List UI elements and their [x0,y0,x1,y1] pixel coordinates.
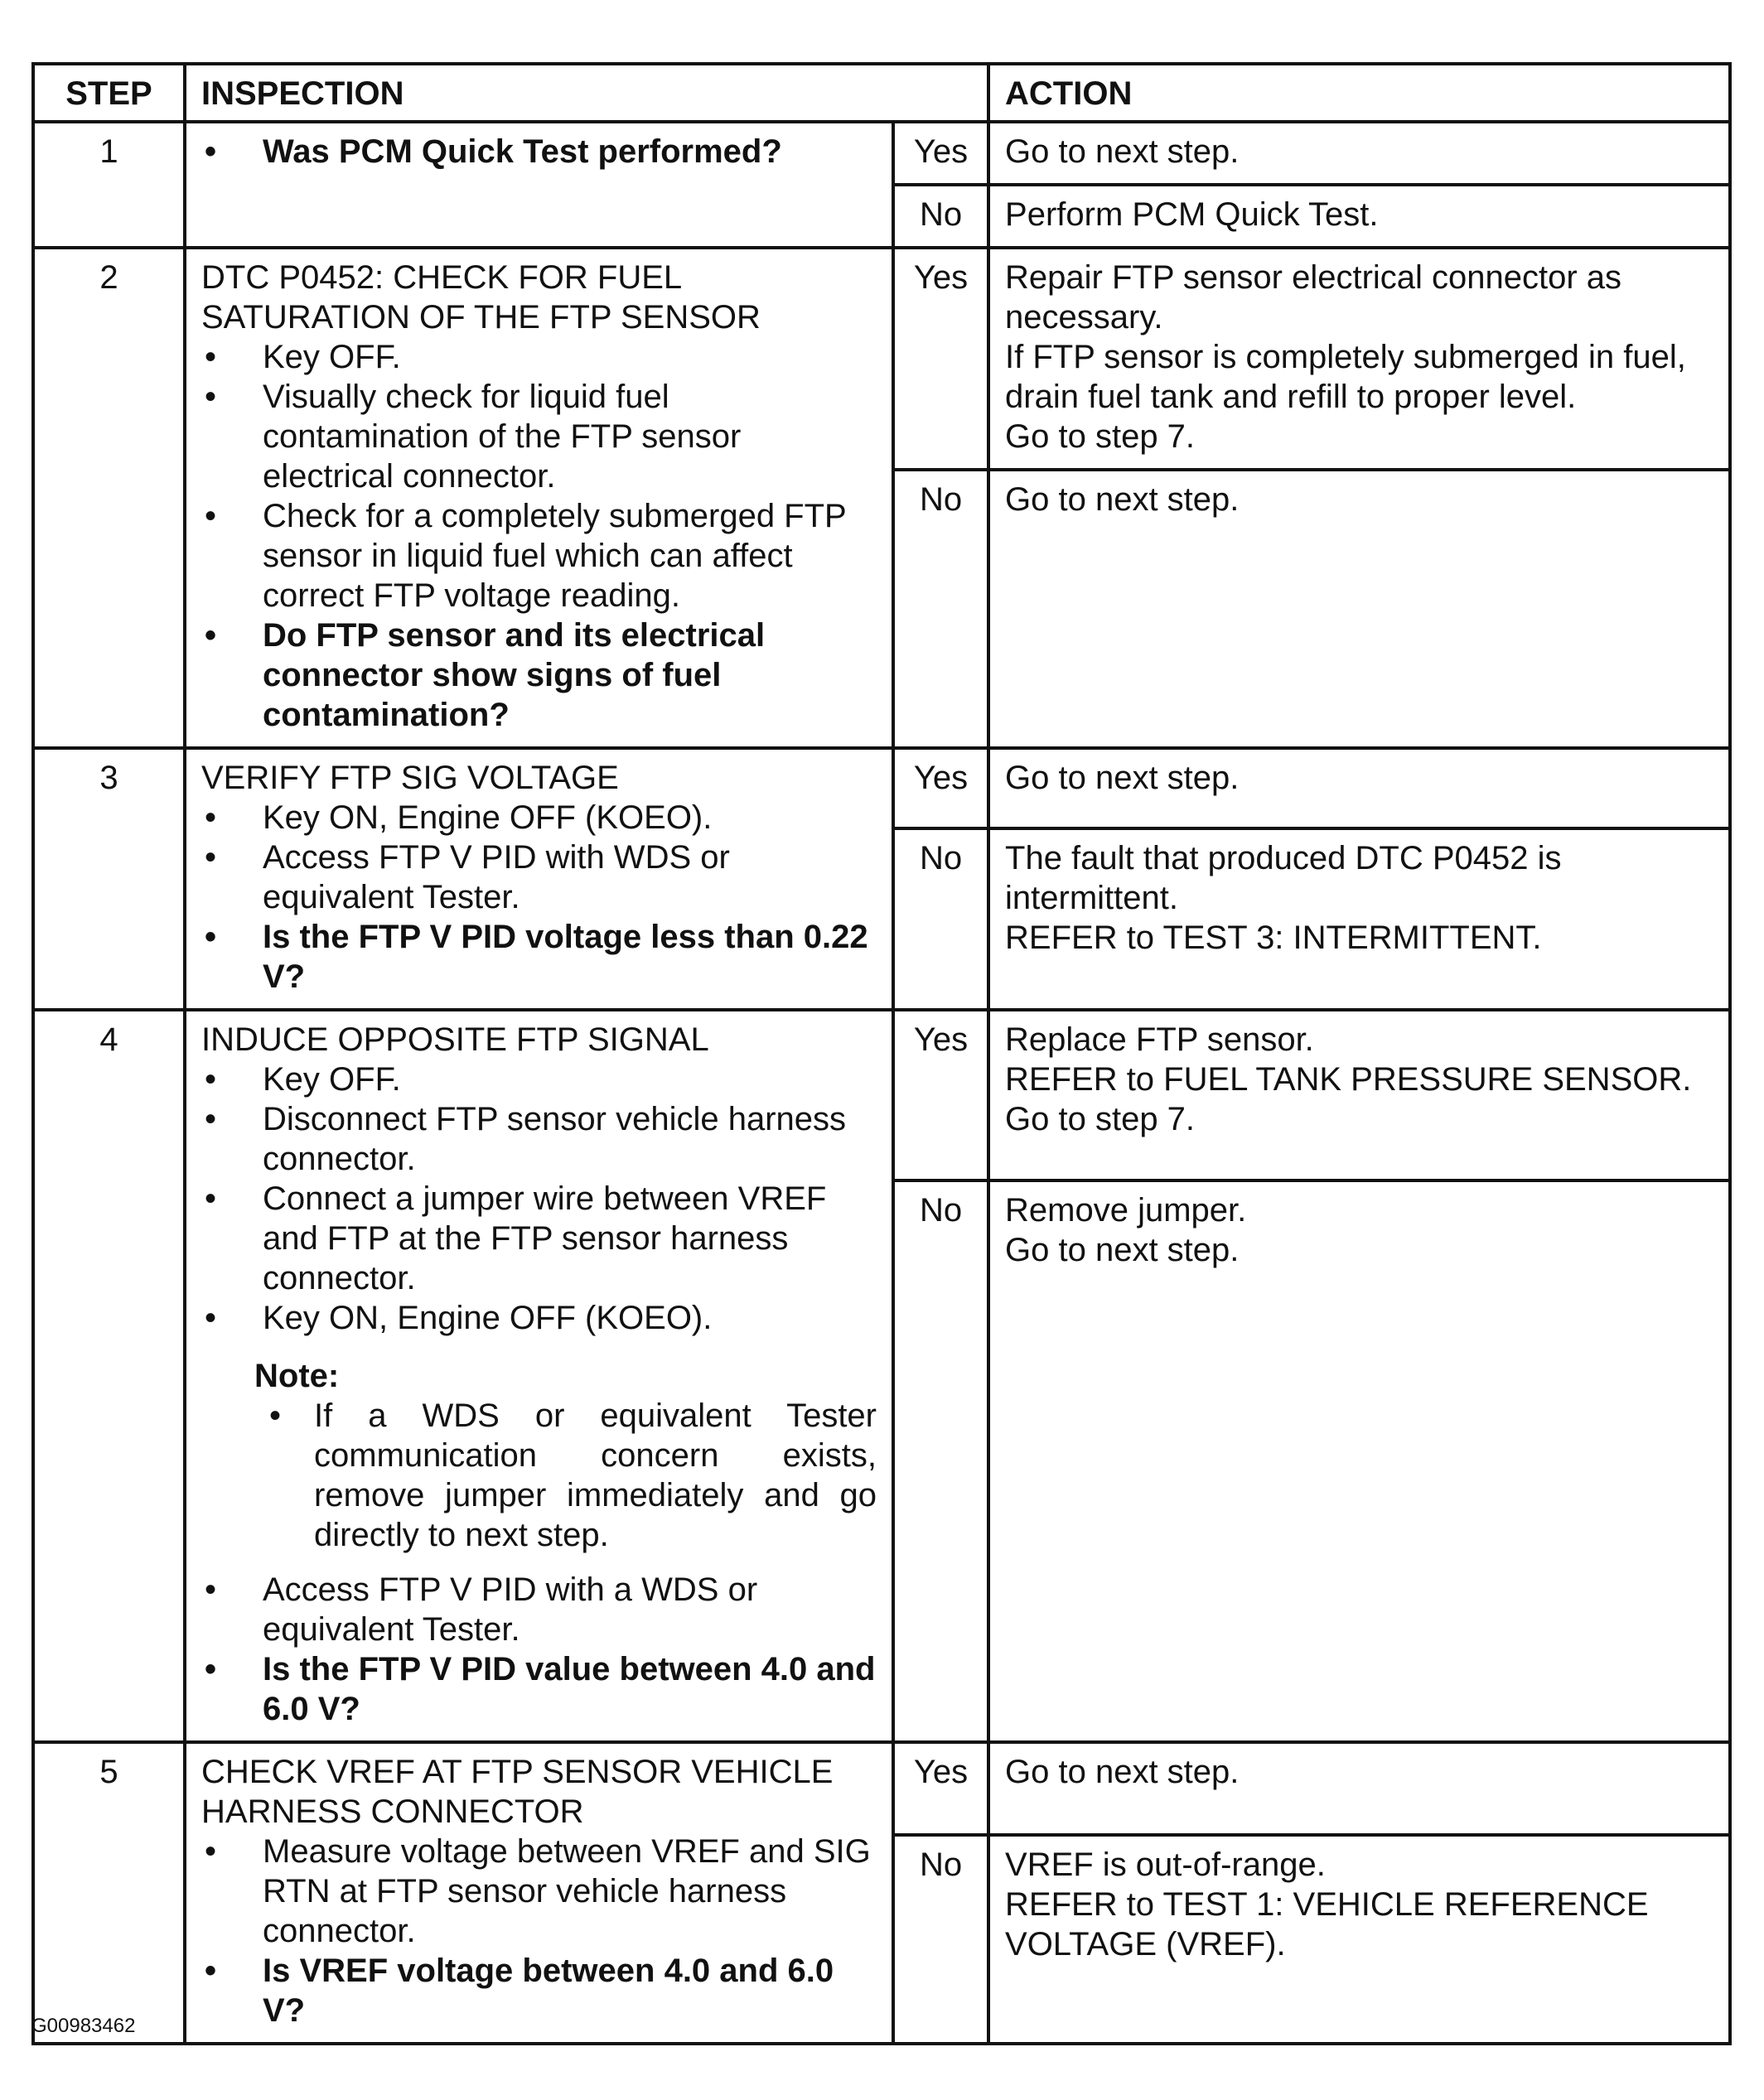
step-row-3 [33,748,1730,828]
inspection-item: • Visually check for liquid fuel contamination of the FTP sensor electrical connector. [201,377,877,496]
step-header: STEP [33,64,185,122]
action-line: Go to step 7. [1005,418,1196,455]
inspection-question: • Is VREF voltage between 4.0 and 6.0 V? [201,1951,877,2030]
inspection-list [201,1060,877,1338]
no-action [988,470,1730,748]
step-number: 1 [33,122,185,248]
action-line: Repair FTP sensor electrical connector as necessary. [1005,259,1622,336]
note-item: • If a WDS or equivalent Tester communication concern exists, remove jumper immediately and go directly to next step. [254,1396,877,1555]
step-title: INDUCE OPPOSITE FTP SIGNAL [201,1021,709,1058]
step-row-2 [33,248,1730,470]
step-number: 3 [33,748,185,1010]
action-line: VREF is out-of-range. [1005,1846,1326,1883]
step-title: VERIFY FTP SIG VOLTAGE [201,760,619,796]
inspection-list [201,337,877,735]
action-line: REFER to TEST 1: VEHICLE REFERENCE VOLTAGE (VREF). [1005,1885,1649,1962]
no-label: No [893,470,988,748]
yes-label: Yes [893,122,988,185]
inspection-list [201,1832,877,2030]
inspection-item: • Check for a completely submerged FTP sensor in liquid fuel which can affect correct FTP voltage reading. [201,496,877,616]
note-block [254,1356,877,1555]
action-line: Replace FTP sensor. [1005,1021,1314,1058]
inspection-cell [185,1010,893,1742]
inspection-item: • Key OFF. [201,337,877,377]
no-action [988,185,1730,248]
action-line: Go to step 7. [1005,1101,1196,1137]
inspection-question: • Do FTP sensor and its electrical connector show signs of fuel contamination? [201,616,877,735]
action-line: Remove jumper. [1005,1192,1247,1229]
no-action [988,1835,1730,2044]
action-line: If FTP sensor is completely submerged in fuel, drain fuel tank and refill to proper level. [1005,339,1686,415]
action-line: REFER to FUEL TANK PRESSURE SENSOR. [1005,1061,1692,1098]
inspection-question: • Is the FTP V PID value between 4.0 and 6.0 V? [201,1649,877,1729]
inspection-cell [185,122,893,248]
inspection-item: • Access FTP V PID with WDS or equivalent Tester. [201,838,877,917]
diagnostic-table [31,62,1732,2045]
step-number: 5 [33,1742,185,2044]
action-line: The fault that produced DTC P0452 is intermittent. [1005,839,1562,916]
step-number: 2 [33,248,185,748]
inspection-cell [185,248,893,748]
action-line: Go to next step. [1005,133,1240,170]
no-label: No [893,828,988,1010]
step-row-1 [33,122,1730,185]
header-row [33,64,1730,122]
yes-label: Yes [893,1742,988,1835]
action-line: Go to next step. [1005,1232,1240,1268]
step-row-5 [33,1742,1730,1835]
action-line: Go to next step. [1005,760,1240,796]
note-heading: Note: [254,1358,340,1394]
yes-action [988,1742,1730,1835]
action-line: REFER to TEST 3: INTERMITTENT. [1005,919,1542,956]
inspection-item: • Measure voltage between VREF and SIG RTN at FTP sensor vehicle harness connector. [201,1832,877,1951]
inspection-item: • Key OFF. [201,1060,877,1099]
inspection-question: • Was PCM Quick Test performed? [201,132,877,171]
action-line: Go to next step. [1005,1754,1240,1790]
inspection-list [201,132,877,171]
yes-action [988,248,1730,470]
step-row-4 [33,1010,1730,1180]
note-list [254,1396,877,1555]
inspection-item: • Access FTP V PID with a WDS or equivalent Tester. [201,1570,877,1649]
no-action [988,828,1730,1010]
inspection-question: • Is the FTP V PID voltage less than 0.22 V? [201,917,877,997]
inspection-item: • Disconnect FTP sensor vehicle harness connector. [201,1099,877,1179]
action-header: ACTION [988,64,1730,122]
step-title: CHECK VREF AT FTP SENSOR VEHICLE HARNESS CONNECTOR [201,1754,834,1830]
inspection-list-after [201,1570,877,1729]
yes-action [988,1010,1730,1180]
yes-action [988,122,1730,185]
figure-id: G00983462 [31,2015,136,2037]
inspection-list [201,798,877,997]
no-action [988,1180,1730,1742]
no-label: No [893,185,988,248]
inspection-item: • Key ON, Engine OFF (KOEO). [201,1298,877,1338]
yes-label: Yes [893,1010,988,1180]
yes-label: Yes [893,748,988,828]
action-line: Perform PCM Quick Test. [1005,196,1379,233]
inspection-header: INSPECTION [185,64,988,122]
yes-label: Yes [893,248,988,470]
no-label: No [893,1835,988,2044]
inspection-cell [185,748,893,1010]
inspection-item: • Key ON, Engine OFF (KOEO). [201,798,877,838]
no-label: No [893,1180,988,1742]
step-number: 4 [33,1010,185,1742]
inspection-item: • Connect a jumper wire between VREF and FTP at the FTP sensor harness connector. [201,1179,877,1298]
action-line: Go to next step. [1005,481,1240,518]
yes-action [988,748,1730,828]
inspection-cell [185,1742,893,2044]
step-title: DTC P0452: CHECK FOR FUEL SATURATION OF THE FTP SENSOR [201,259,761,336]
